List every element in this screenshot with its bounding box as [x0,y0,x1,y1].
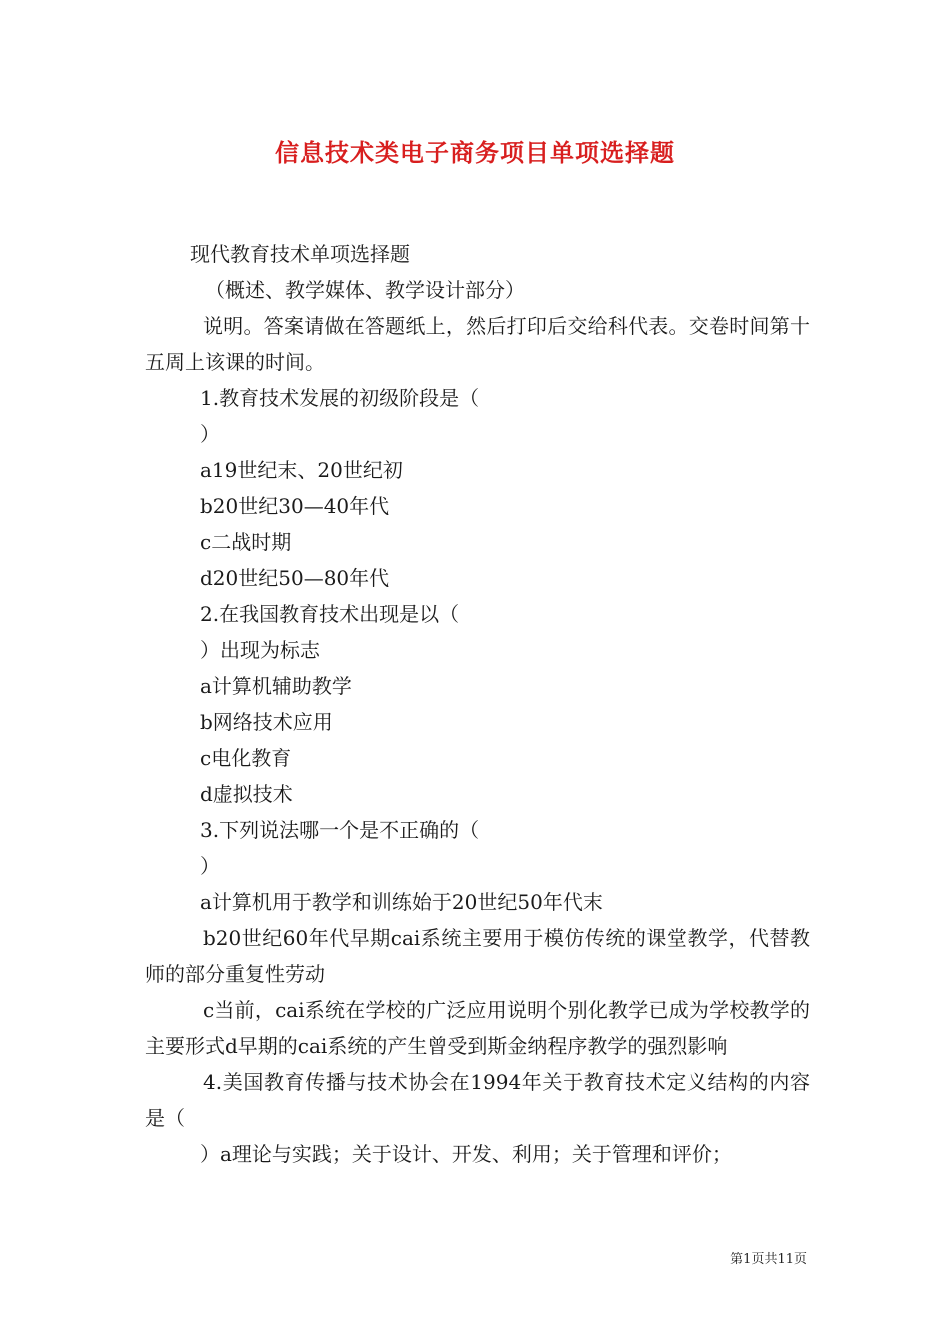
text-line: b20世纪60年代早期cai系统主要用于模仿传统的课堂教学，代替教师的部分重复性劳动 [145,926,810,986]
text-line: b20世纪30—40年代 [200,494,390,518]
text-line: 4.美国教育传播与技术协会在1994年关于教育技术定义结构的内容是（ [145,1070,810,1130]
document-body [145,236,810,1172]
text-line: 3.下列说法哪一个是不正确的（ [200,818,480,842]
text-line: c二战时期 [200,530,292,554]
text-line: a19世纪末、20世纪初 [200,458,403,482]
text-line: ） [200,422,220,446]
text-line: 说明。答案请做在答题纸上，然后打印后交给科代表。交卷时间第十五周上该课的时间。 [145,314,810,374]
text-line: 2.在我国教育技术出现是以（ [200,602,460,626]
text-line: 1.教育技术发展的初级阶段是（ [200,386,480,410]
page-footer: 第1页共11页 [730,1252,807,1267]
text-line: 现代教育技术单项选择题 [190,242,410,266]
text-line: c电化教育 [200,746,292,770]
text-line: b网络技术应用 [200,710,333,734]
text-line: d虚拟技术 [200,782,293,806]
text-line: ）a理论与实践；关于设计、开发、利用；关于管理和评价； [200,1142,732,1166]
text-line: c当前，cai系统在学校的广泛应用说明个别化教学已成为学校教学的主要形式d早期的cai系统的产生曾受到斯金纳程序教学的强烈影响 [145,998,810,1058]
text-line: d20世纪50—80年代 [200,566,390,590]
text-line: a计算机辅助教学 [200,674,352,698]
text-line: a计算机用于教学和训练始于20世纪50年代末 [200,890,603,914]
document-title: 信息技术类电子商务项目单项选择题 [275,138,675,167]
text-line: （概述、教学媒体、教学设计部分） [205,278,525,302]
text-line: ） [200,854,220,878]
text-line: ）出现为标志 [200,638,320,662]
